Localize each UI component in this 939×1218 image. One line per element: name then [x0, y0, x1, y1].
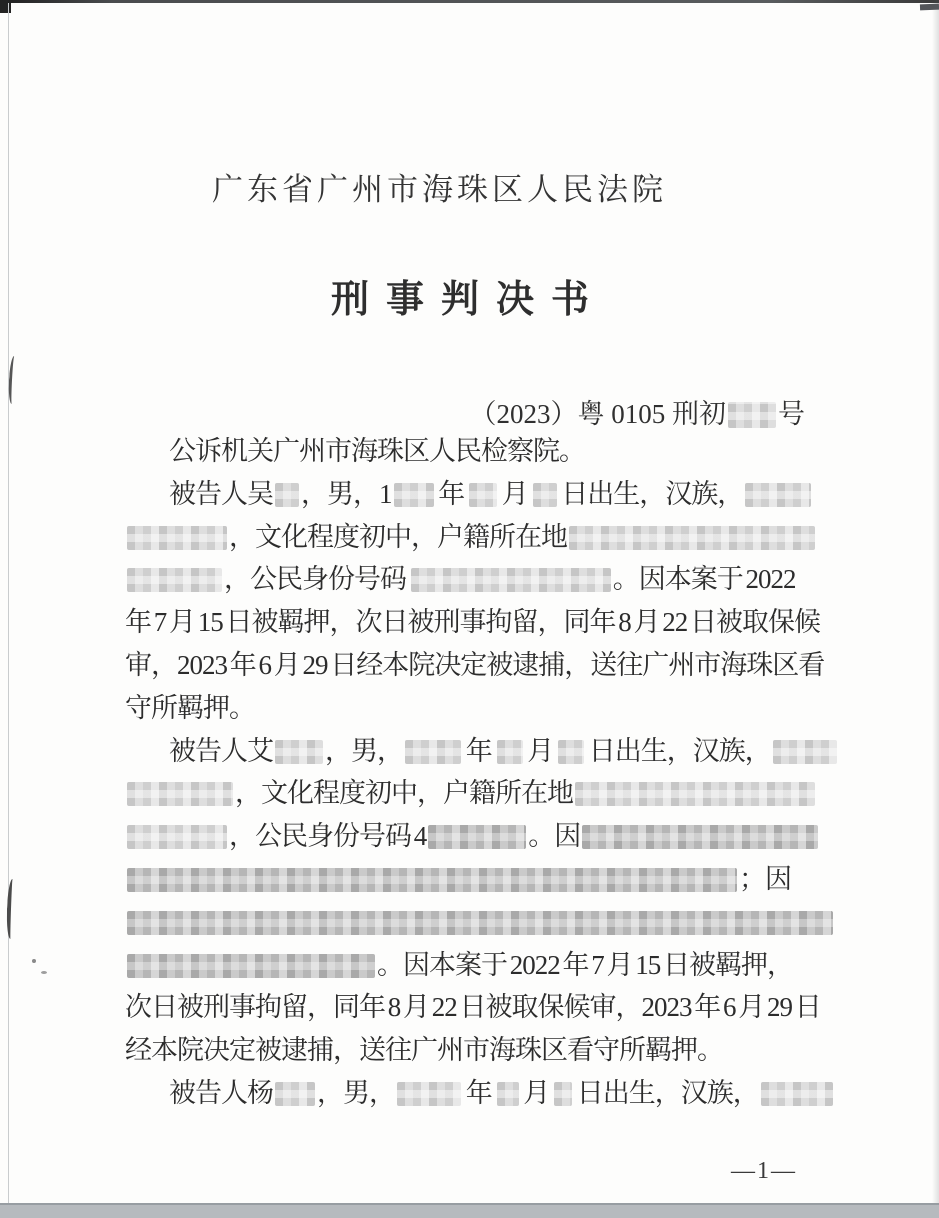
judgment-text-line	[125, 516, 831, 559]
scan-corner-mark	[0, 0, 11, 13]
redaction-block	[405, 740, 461, 764]
judgment-text-line	[125, 730, 831, 773]
text-segment: ，男，	[325, 735, 403, 766]
judgment-text-line	[125, 858, 831, 901]
paper-right-shade	[932, 0, 939, 1218]
text-segment: 次日被刑事拘留，同年 8 月 22 日被取保候审，2023 年 6 月 29 日	[125, 992, 821, 1023]
judgment-text-line	[125, 601, 831, 644]
judgment-text-line	[125, 815, 831, 858]
judgment-text-line	[125, 1029, 831, 1072]
case-number-prefix: （2023）粤 0105 刑初	[469, 399, 726, 429]
redaction-block	[773, 740, 837, 764]
judgment-text-line	[125, 901, 831, 944]
judgment-text-line	[125, 687, 831, 730]
judgment-text-line	[125, 1072, 831, 1115]
text-segment: 日出生，汉族，	[558, 478, 744, 509]
judgment-text-line	[125, 772, 831, 815]
case-number-redaction	[728, 402, 776, 428]
redaction-block	[127, 526, 227, 550]
redaction-block	[275, 483, 299, 507]
redaction-block	[558, 740, 584, 764]
redaction-block	[497, 740, 523, 764]
text-segment: 年	[463, 735, 495, 766]
text-segment: 年	[435, 478, 467, 509]
redaction-block	[554, 1082, 572, 1106]
text-segment: 月	[520, 1077, 552, 1108]
text-segment: 日出生，汉族，	[574, 1077, 759, 1108]
redaction-block	[411, 568, 611, 592]
text-segment: ，公民身份号码 4	[229, 821, 427, 852]
text-segment: 年	[463, 1077, 495, 1108]
paper-left-edge	[8, 3, 9, 1205]
case-number	[0, 392, 805, 431]
text-segment: 。因本案于 2022	[612, 564, 796, 595]
text-segment: ，男，1	[301, 478, 392, 509]
court-name: 广东省广州市海珠区人民法院	[212, 172, 667, 207]
text-segment: 守所羁押。	[125, 692, 255, 723]
scanner-bed-strip	[0, 1205, 939, 1218]
redaction-block	[127, 568, 222, 592]
text-segment: 公诉机关广州市海珠区人民检察院。	[169, 436, 585, 466]
text-segment: 月	[524, 735, 556, 766]
text-segment: ，男，	[317, 1077, 395, 1108]
redaction-block	[761, 1082, 833, 1106]
text-segment: ，文化程度初中，户籍所在地	[229, 521, 567, 552]
judgment-text-line	[125, 430, 831, 473]
case-number-suffix: 号	[778, 399, 805, 429]
ink-speck	[41, 971, 47, 974]
text-segment: 。因	[528, 821, 581, 852]
redaction-block	[127, 954, 375, 978]
judgment-text-line	[125, 558, 831, 601]
text-segment: 经本院决定被逮捕，送往广州市海珠区看守所羁押。	[125, 1035, 723, 1066]
text-segment: 被告人吴	[169, 478, 273, 509]
document-title: 刑事判决书	[331, 279, 607, 321]
page-number: —1—	[731, 1158, 797, 1184]
redaction-block	[275, 740, 323, 764]
redaction-block	[127, 868, 737, 892]
judgment-text-line	[125, 473, 831, 516]
redaction-block	[397, 1082, 461, 1106]
redaction-block	[275, 1082, 315, 1106]
redaction-block	[533, 483, 557, 507]
redaction-block	[127, 911, 833, 935]
text-segment: ，文化程度初中，户籍所在地	[235, 778, 573, 809]
text-segment: 。因本案于 2022 年 7 月 15 日被羁押，	[377, 949, 793, 980]
judgment-text-line	[125, 986, 831, 1029]
redaction-block	[575, 782, 815, 806]
redaction-block	[569, 526, 815, 550]
redaction-block	[394, 483, 434, 507]
redaction-block	[497, 1082, 519, 1106]
text-segment: 被告人杨	[169, 1077, 273, 1108]
text-segment: ；因	[739, 863, 791, 894]
redaction-block	[428, 825, 526, 849]
judgment-text-line	[125, 944, 831, 987]
scan-top-edge	[0, 0, 939, 3]
text-segment: ，公民身份号码	[224, 564, 409, 595]
ink-speck	[32, 959, 36, 963]
text-segment: 审，2023 年 6 月 29 日经本院决定被逮捕，送往广州市海珠区看	[125, 649, 825, 680]
judgment-text-line	[125, 644, 831, 687]
redaction-block	[127, 825, 227, 849]
redaction-block	[582, 825, 818, 849]
text-segment: 被告人艾	[169, 735, 273, 766]
text-segment: 年 7 月 15 日被羁押，次日被刑事拘留，同年 8 月 22 日被取保候	[125, 607, 820, 638]
text-segment: 月	[499, 478, 531, 509]
redaction-block	[469, 483, 497, 507]
redaction-block	[745, 483, 811, 507]
judgment-body	[125, 430, 831, 1115]
text-segment: 日出生，汉族，	[586, 735, 771, 766]
redaction-block	[127, 782, 233, 806]
